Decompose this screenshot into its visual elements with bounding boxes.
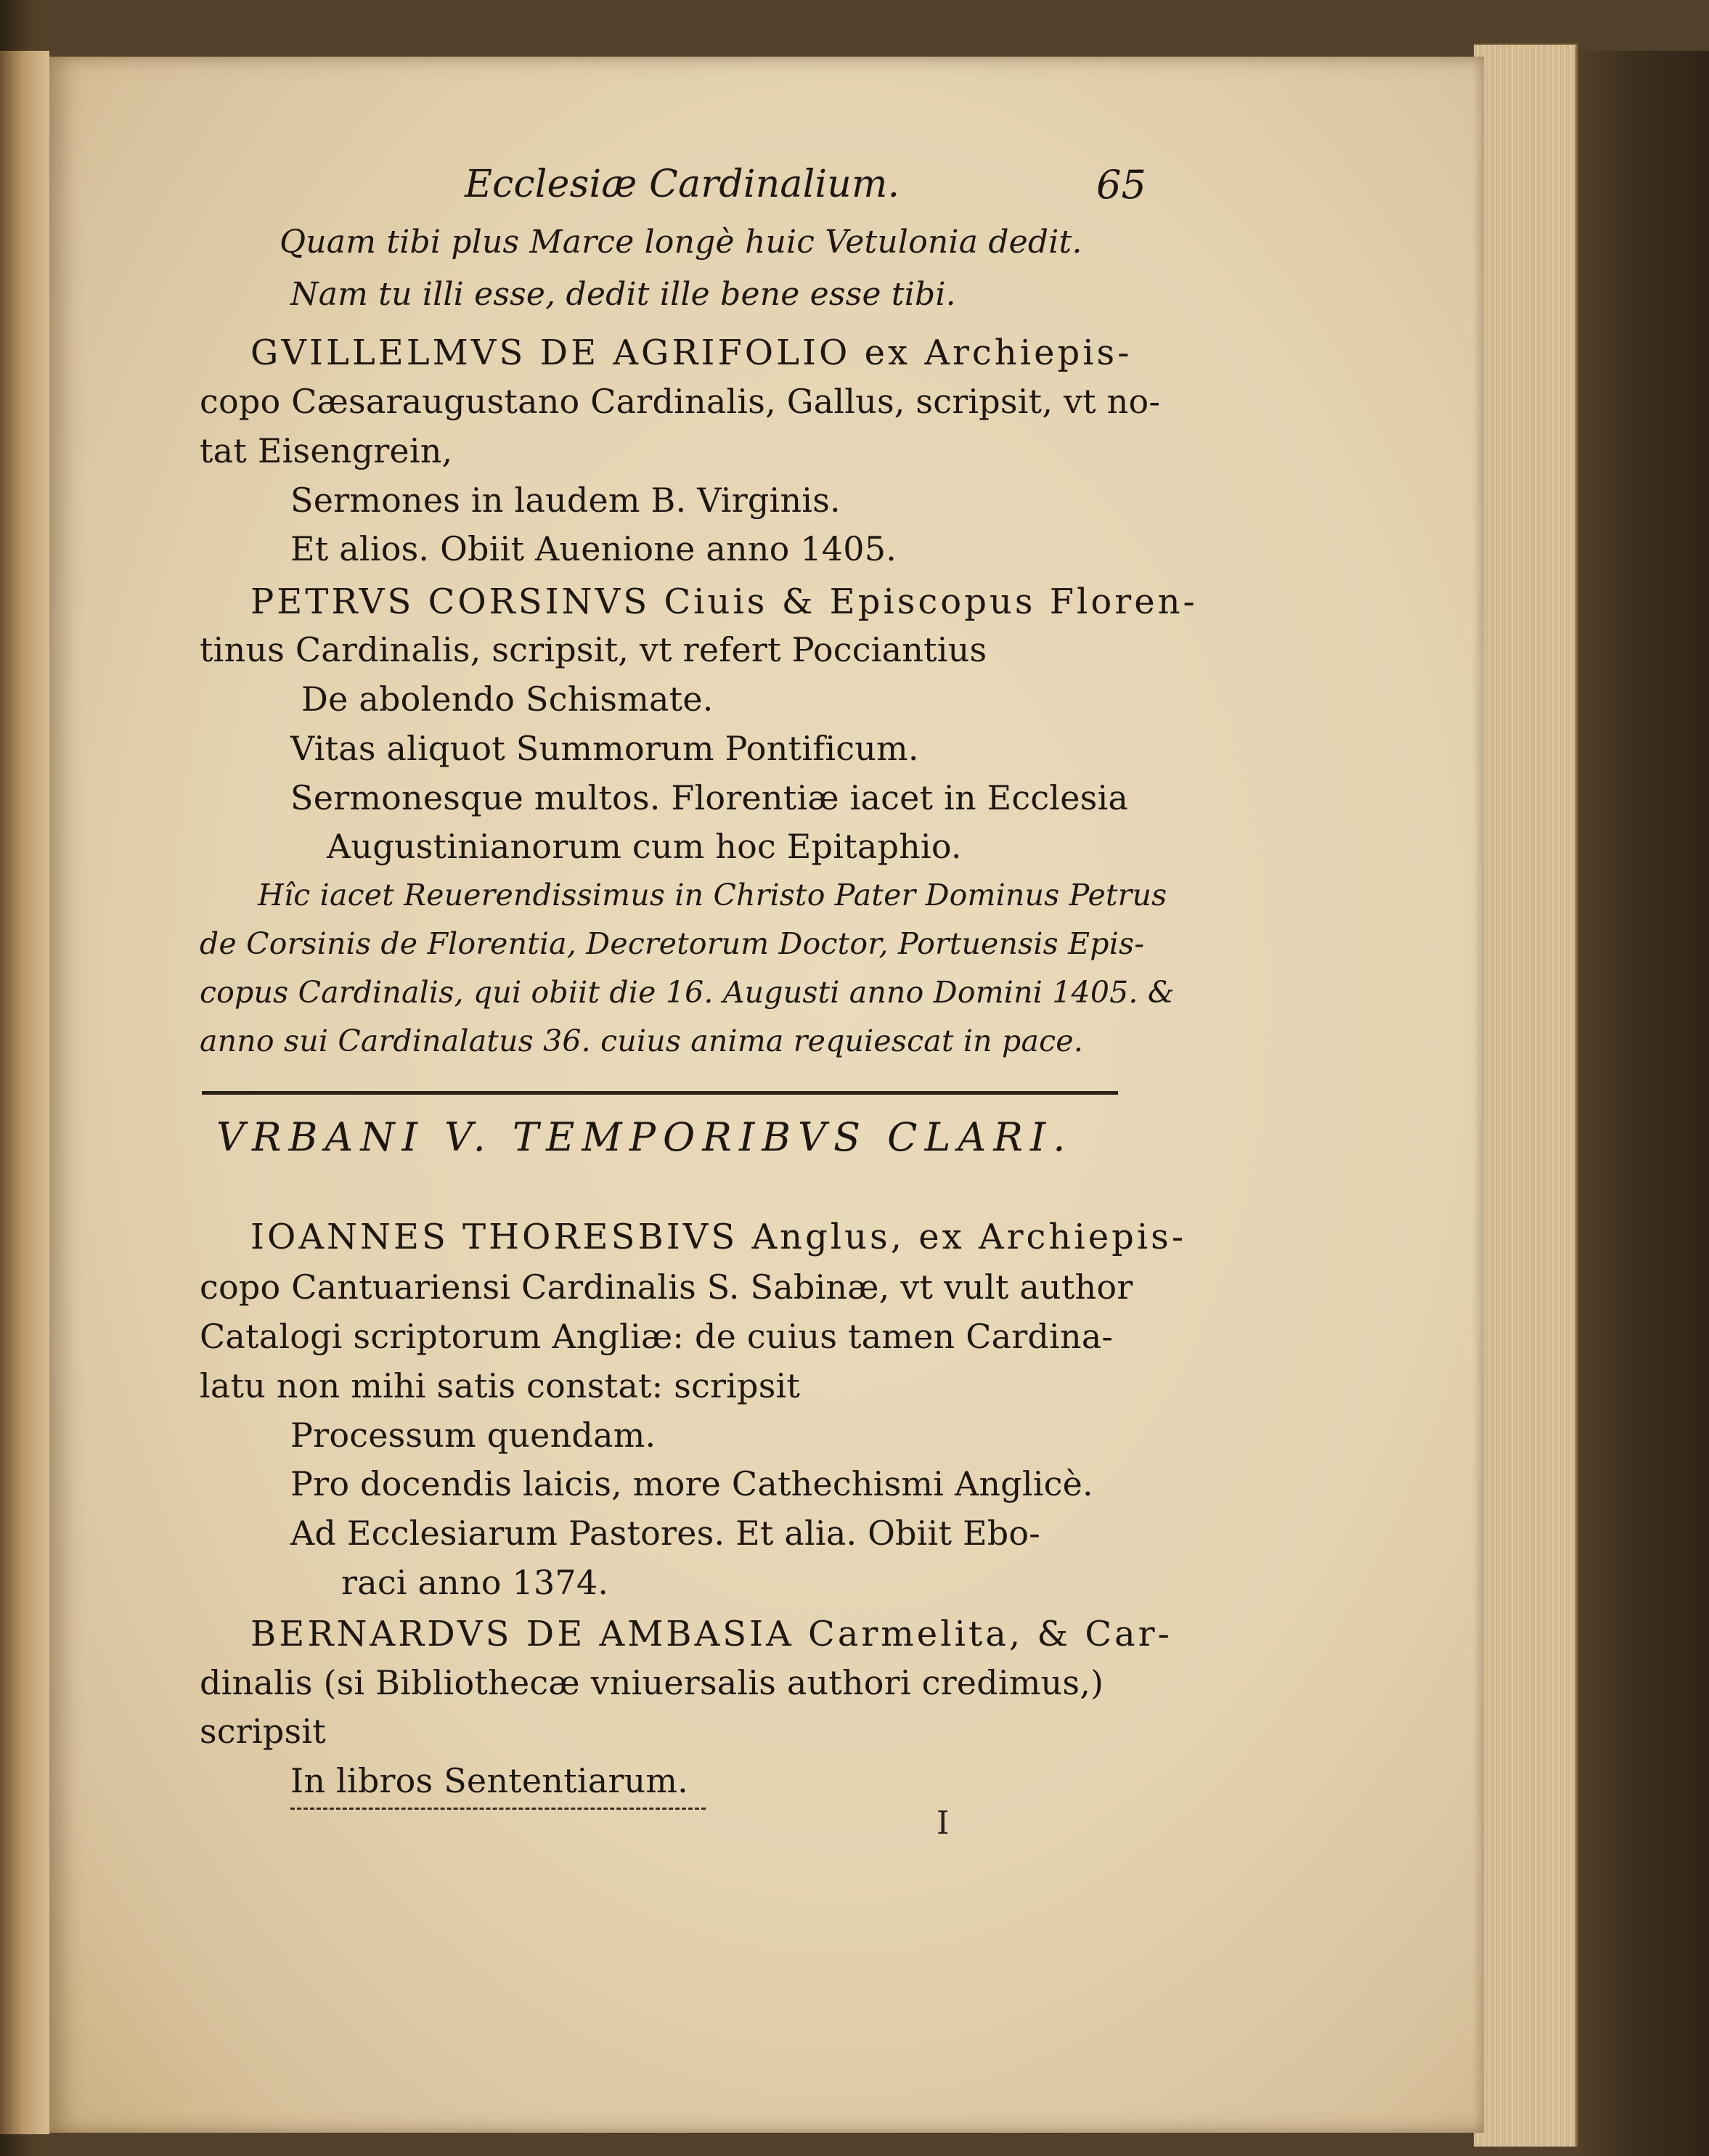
work-title: Et alios. Obiit Auenione anno 1405. bbox=[290, 529, 897, 568]
entry-ioannes-line-2: copo Cantuariensi Cardinalis S. Sabinæ, vt vult author bbox=[200, 1267, 1133, 1307]
entry-ioannes-line-4: latu non mihi satis constat: scripsit bbox=[200, 1366, 801, 1405]
entry-guillelmus-line-2: copo Cæsaraugustano Cardinalis, Gallus, scripsit, vt no- bbox=[200, 382, 1161, 421]
epitaph-line-2: de Corsinis de Florentia, Decretorum Doctor, Portuensis Epis- bbox=[200, 926, 1145, 961]
epitaph-line-1: Hîc iacet Reuerendissimus in Christo Pater Dominus Petrus bbox=[258, 878, 1167, 912]
entry-bernardus-line-3: scripsit bbox=[200, 1712, 326, 1751]
verse-line-1: Quam tibi plus Marce longè huic Vetulonia dedit. bbox=[280, 224, 1082, 261]
epitaph-line-4: anno sui Cardinalatus 36. cuius anima requiescat in pace. bbox=[200, 1024, 1083, 1058]
work-title: Augustinianorum cum hoc Epitaphio. bbox=[327, 827, 962, 866]
epitaph-line-3: copus Cardinalis, qui obiit die 16. Augusti anno Domini 1405. & bbox=[200, 975, 1175, 1010]
work-title: Processum quendam. bbox=[290, 1416, 656, 1455]
entry-petrus-line-1: PETRVS CORSINVS Ciuis & Episcopus Floren- bbox=[250, 581, 1198, 622]
entry-bernardus-line-1: BERNARDVS DE AMBASIA Carmelita, & Car- bbox=[250, 1614, 1172, 1654]
entry-guillelmus-line-3: tat Eisengrein, bbox=[200, 431, 453, 470]
running-head: Ecclesiæ Cardinalium. bbox=[465, 163, 900, 206]
entry-ioannes-line-1: IOANNES THORESBIVS Anglus, ex Archiepis- bbox=[250, 1217, 1187, 1257]
work-title: Sermones in laudem B. Virginis. bbox=[290, 481, 841, 520]
work-title: De abolendo Schismate. bbox=[301, 679, 714, 719]
work-title: Pro docendis laicis, more Cathechismi Anglicè. bbox=[290, 1464, 1093, 1503]
entry-petrus-line-2: tinus Cardinalis, scripsit, vt refert Pocciantius bbox=[200, 630, 987, 669]
work-title: In libros Sententiarum. bbox=[290, 1761, 688, 1800]
entry-guillelmus-line-1: GVILLELMVS DE AGRIFOLIO ex Archiepis- bbox=[250, 332, 1133, 373]
section-rule bbox=[202, 1091, 1118, 1095]
work-title: Ad Ecclesiarum Pastores. Et alia. Obiit Ebo- bbox=[290, 1514, 1041, 1553]
underline bbox=[290, 1808, 706, 1810]
entry-ioannes-line-3: Catalogi scriptorum Angliæ: de cuius tamen Cardina- bbox=[200, 1317, 1114, 1356]
work-title: raci anno 1374. bbox=[341, 1563, 609, 1602]
section-heading: VRBANI V. TEMPORIBVS CLARI. bbox=[216, 1114, 1073, 1160]
work-title: Sermonesque multos. Florentiæ iacet in Ecclesia bbox=[290, 778, 1128, 817]
verse-line-2: Nam tu illi esse, dedit ille bene esse tibi. bbox=[290, 276, 956, 313]
signature-mark: I bbox=[937, 1805, 950, 1842]
work-title: Vitas aliquot Summorum Pontificum. bbox=[290, 729, 919, 768]
entry-bernardus-line-2: dinalis (si Bibliothecæ vniuersalis authori credimus,) bbox=[200, 1663, 1104, 1702]
folio-number: 65 bbox=[1096, 162, 1147, 208]
